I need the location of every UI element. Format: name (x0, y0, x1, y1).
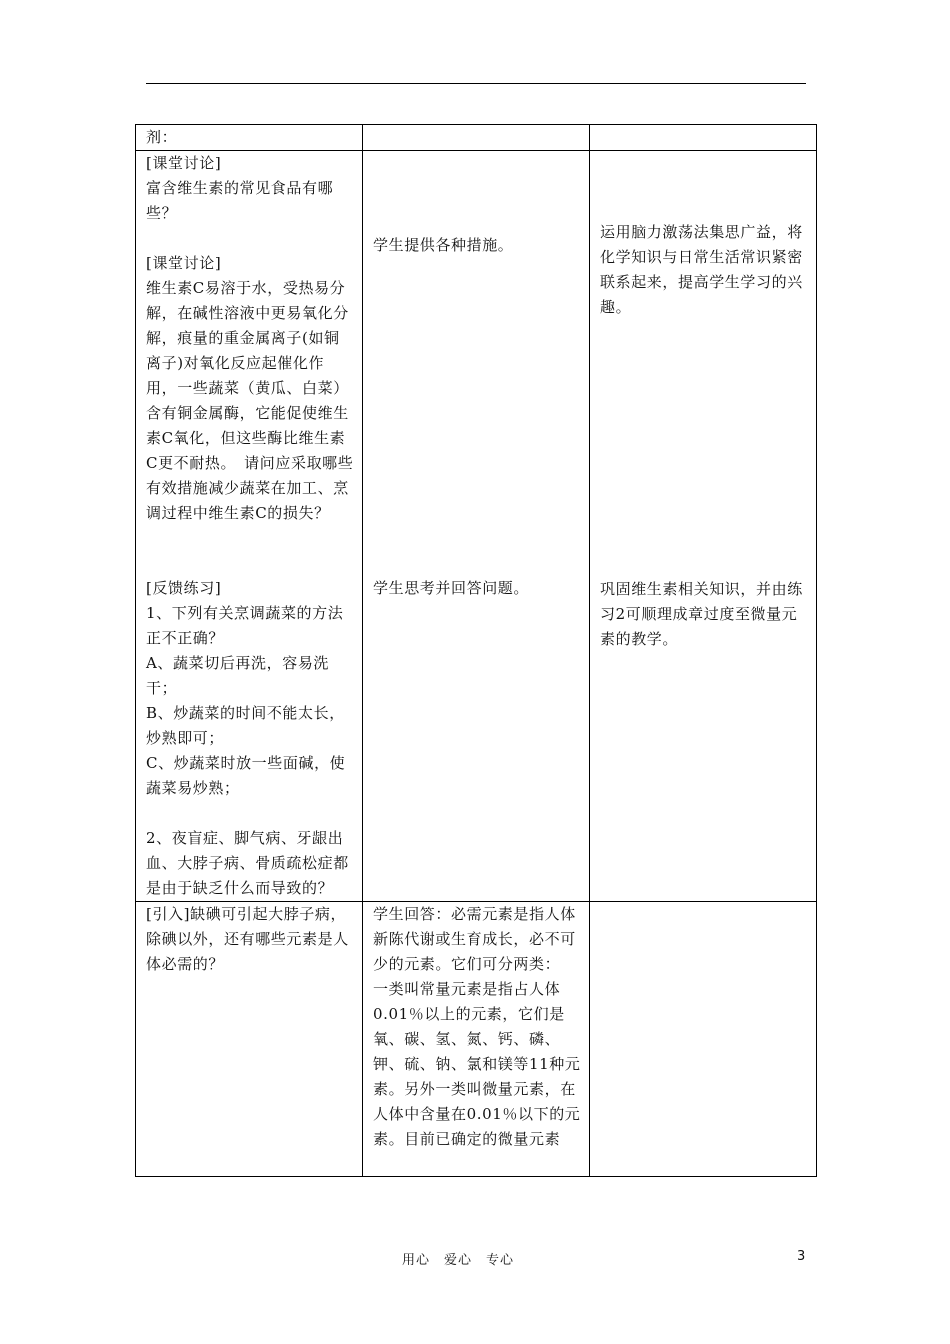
cell-teacher-activity: 剂： (136, 125, 363, 151)
cell-design-intent (590, 902, 817, 1177)
introduction-text: [引入]缺碘可引起大脖子病，除碘以外，还有哪些元素是人体必需的？ (146, 905, 349, 973)
cell-teacher-activity (136, 151, 363, 902)
header-rule (146, 83, 806, 84)
essential-elements-text: 学生回答：必需元素是指人体新陈代谢或生育成长，必不可少的元素。它们可分两类： 一类叫常量元素是指占人体0.01％以上的元素，它们是氧、碳、氢、氮、钙、磷、钾、硫、钠、氯和镁等11种元素。另外一类叫微量元素，在人体中含量在0.01％以下的元素。目前已确定的微量元素 (373, 905, 581, 1148)
cell-student-activity (363, 902, 590, 1177)
table-row (136, 151, 817, 902)
student-answer-text: 学生思考并回答问题。 (373, 579, 530, 597)
footer-motto: 用心 爱心 专心 (402, 1253, 515, 1268)
cell-student-activity (363, 125, 590, 151)
cell-teacher-activity (136, 902, 363, 1177)
feedback-exercise-text: [反馈练习] 1、下列有关烹调蔬菜的方法正不正确？ A、蔬菜切后再洗，容易洗干； B、炒蔬菜的时间不能太长，炒熟即可； C、炒蔬菜时放一些面碱，使蔬菜易炒熟； 2、夜盲症、脚气病、牙龈出血、大脖子病、骨质疏松症都是由于缺乏什么而导致的？ (146, 579, 349, 897)
classroom-discussion-text: [课堂讨论] 富含维生素的常见食品有哪些？ [课堂讨论] 维生素C易溶于水，受热易分解，在碱性溶液中更易氧化分解，痕量的重金属离子(如铜离子)对氧化反应起催化作用，一些蔬菜（黄瓜、白菜）含有铜金属酶，它能促使维生素C氧化，但这些酶比维生素C更不耐热。 请问应采取哪些有效措施减少蔬菜在加工、烹调过程中维生素C的损失？ (146, 154, 354, 522)
lesson-plan-table (135, 124, 817, 1177)
consolidate-intent-text: 巩固维生素相关知识，并由练习2可顺理成章过度至微量元素的教学。 (600, 580, 803, 648)
page-number: 3 (797, 1249, 806, 1264)
table-row (136, 125, 817, 151)
table-row (136, 902, 817, 1177)
brainstorm-intent-text: 运用脑力激荡法集思广益，将化学知识与日常生活常识紧密联系起来，提高学生学习的兴趣。 (600, 223, 803, 316)
cell-design-intent (590, 125, 817, 151)
cell-student-activity (363, 151, 590, 902)
student-measures-text: 学生提供各种措施。 (373, 236, 514, 254)
cell-design-intent (590, 151, 817, 902)
